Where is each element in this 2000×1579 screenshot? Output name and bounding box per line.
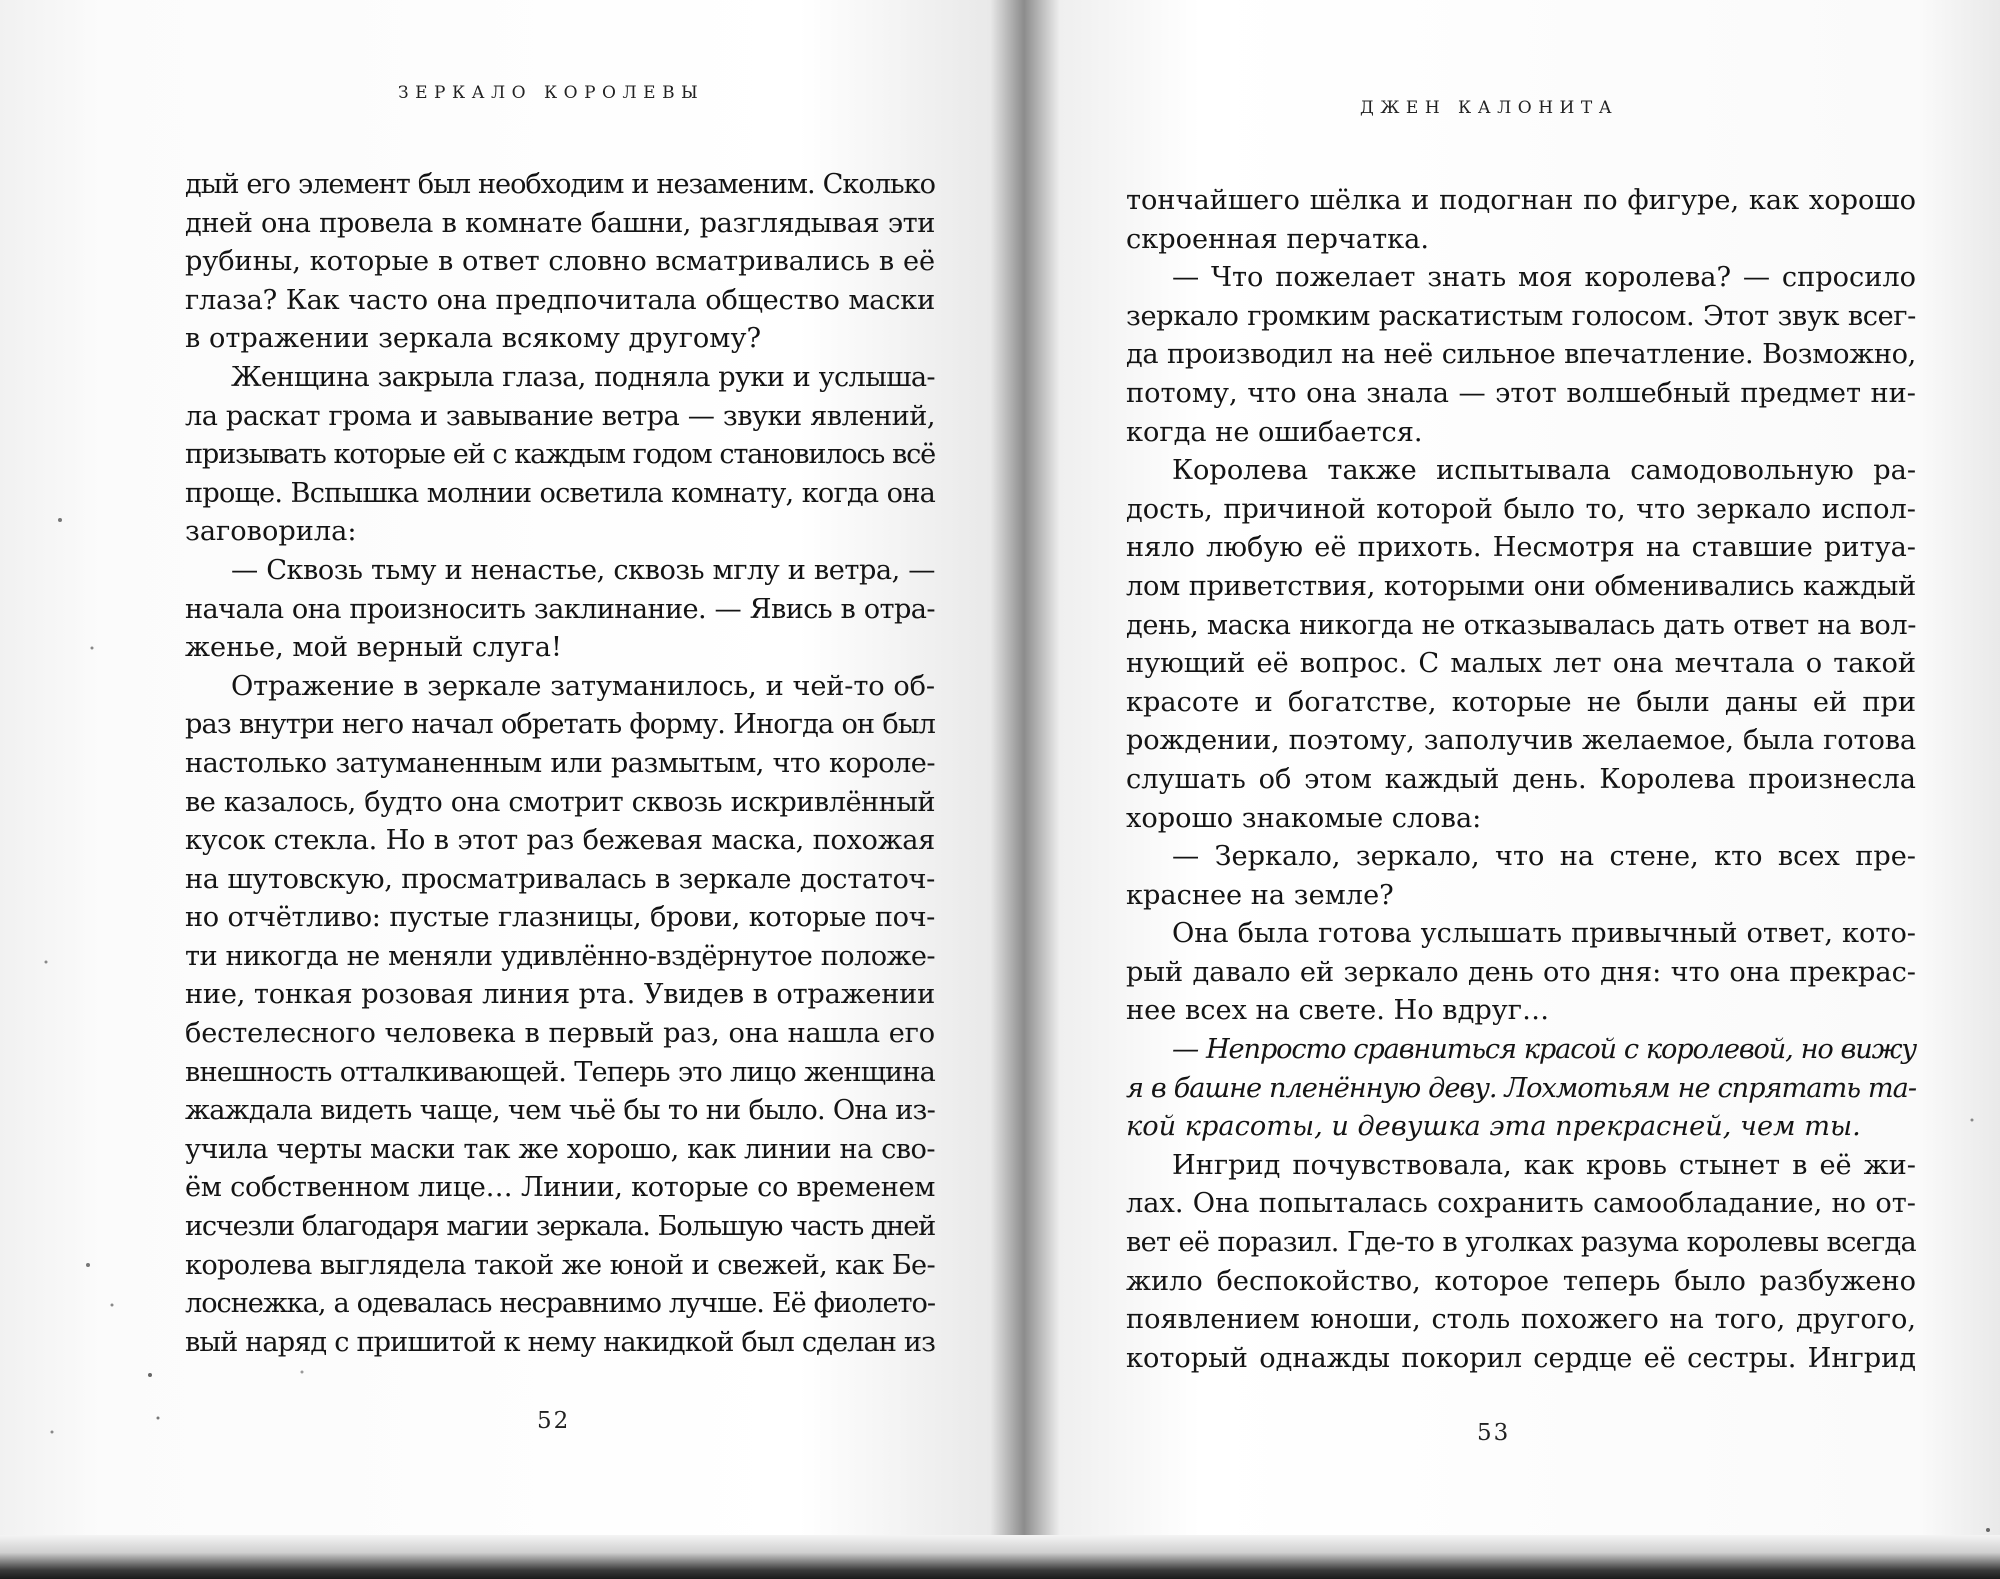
text-line: хорошо знакомые слова: [1126, 802, 1482, 834]
text-line: краснее на земле? [1126, 879, 1394, 911]
text-line: Отражение в зеркале затуманилось, и чей-то об- [231, 670, 935, 702]
text-line: кусок стекла. Но в этот раз бежевая маска, похожая [185, 825, 935, 857]
text-line: лах. Она попыталась сохранить самообладание, но от- [1126, 1188, 1916, 1220]
text-line: проще. Вспышка молнии осветила комнату, когда она [185, 477, 935, 509]
text-line: няло любую её прихоть. Несмотря на ставшие ритуа- [1126, 532, 1916, 564]
text-line: на шутовскую, просматривалась в зеркале достаточ- [185, 863, 935, 895]
text-line: — Что пожелает знать моя королева? — спросило [1172, 262, 1916, 294]
text-line: слушать об этом каждый день. Королева произнесла [1126, 763, 1916, 795]
text-line: нующий её вопрос. С малых лет она мечтала о такой [1126, 648, 1916, 680]
text-line: — Зеркало, зеркало, что на стене, кто всех пре- [1172, 841, 1916, 873]
text-line: ве казалось, будто она смотрит сквозь искривлённый [185, 786, 935, 818]
text-line: красоте и богатстве, которые не были даны ей при [1126, 686, 1916, 718]
text-line: жаждала видеть чаще, чем чьё бы то ни было. Она из- [185, 1095, 935, 1127]
text-line: который однажды покорил сердце её сестры. Ингрид [1126, 1342, 1916, 1374]
text-line: тончайшего шёлка и подогнан по фигуре, как хорошо [1126, 185, 1916, 216]
text-line: внешность отталкивающей. Теперь это лицо женщина [185, 1056, 935, 1088]
text-line: призывать которые ей с каждым годом становилось всё [185, 439, 935, 471]
text-line-italic: кой красоты, и девушка эта прекрасней, чем ты. [1126, 1111, 1861, 1143]
text-line: зеркало громким раскатистым голосом. Этот звук всег- [1126, 300, 1916, 332]
text-line: заговорила: [185, 516, 357, 548]
text-line: дость, причиной которой было то, что зеркало испол- [1126, 493, 1916, 525]
text-line: настолько затуманенным или размытым, что короле- [185, 747, 935, 779]
text-line: дый его элемент был необходим и незаменим. Сколько [185, 169, 935, 200]
text-line: раз внутри него начал обретать форму. Иногда он был [185, 709, 935, 741]
page-number-left: 52 [537, 1408, 571, 1434]
text-line: королева выглядела такой же юной и свежей, как Бе- [185, 1249, 935, 1281]
text-line: рый давало ей зеркало день ото дня: что она прекрас- [1126, 956, 1916, 988]
text-line: лом приветствия, которыми они обменивались каждый [1126, 570, 1916, 602]
text-line: глаза? Как часто она предпочитала общество маски [185, 284, 935, 316]
running-head-right: ДЖЕН КАЛОНИТА [1360, 98, 1619, 118]
text-line: бестелесного человека в первый раз, она нашла его [185, 1018, 935, 1050]
page-number-right: 53 [1477, 1420, 1511, 1446]
text-line: рождении, поэтому, заполучив желаемое, была готова [1126, 725, 1916, 757]
text-line-italic: я в башне пленённую деву. Лохмотьям не спрятать та- [1126, 1072, 1916, 1104]
text-line: скроенная перчатка. [1126, 223, 1430, 255]
right-page-body [1126, 182, 1916, 1378]
text-line: начала она произносить заклинание. — Явись в отра- [185, 593, 935, 625]
text-line: когда не ошибается. [1126, 416, 1423, 448]
text-line: Она была готова услышать привычный ответ, кото- [1172, 918, 1916, 950]
text-line: рубины, которые в ответ словно всматривались в её [185, 246, 935, 278]
text-line: женье, мой верный слуга! [185, 632, 562, 664]
scan-bottom-edge [0, 1535, 2000, 1579]
text-line-italic: — Непросто сравниться красой с королевой, но вижу [1172, 1034, 1916, 1066]
text-line: ём собственном лице… Линии, которые со временем [185, 1172, 935, 1204]
left-page [0, 0, 1020, 1540]
text-line: дней она провела в комнате башни, разглядывая эти [185, 207, 935, 239]
text-line: потому, что она знала — этот волшебный предмет ни- [1126, 377, 1916, 409]
text-line: учила черты маски так же хорошо, как линии на сво- [185, 1133, 935, 1165]
text-line: нее всех на свете. Но вдруг… [1126, 995, 1550, 1027]
text-line: — Сквозь тьму и ненастье, сквозь мглу и ветра, — [231, 554, 935, 586]
text-line: ти никогда не меняли удивлённо-вздёрнутое положе- [185, 940, 935, 972]
text-line: вый наряд с пришитой к нему накидкой был сделан из [185, 1326, 935, 1358]
text-line: ла раскат грома и завывание ветра — звуки явлений, [185, 400, 935, 432]
text-line: да производил на неё сильное впечатление. Возможно, [1126, 339, 1916, 371]
text-line: появлением юноши, столь похожего на того, другого, [1126, 1304, 1916, 1336]
left-page-body [185, 166, 935, 1362]
text-line: вет её поразил. Где-то в уголках разума королевы всегда [1126, 1227, 1916, 1259]
right-page [1030, 0, 2000, 1540]
text-line: в отражении зеркала всякому другому? [185, 323, 762, 355]
text-line: исчезли благодаря магии зеркала. Большую часть дней [185, 1211, 935, 1243]
text-line: ние, тонкая розовая линия рта. Увидев в отражении [185, 979, 935, 1011]
text-line: но отчётливо: пустые глазницы, брови, которые поч- [185, 902, 935, 934]
running-head-left: ЗЕРКАЛО КОРОЛЕВЫ [398, 83, 705, 103]
text-line: лоснежка, а одевалась несравнимо лучше. Её фиолето- [185, 1288, 935, 1320]
text-line: Ингрид почувствовала, как кровь стынет в её жи- [1172, 1149, 1916, 1181]
text-line: день, маска никогда не отказывалась дать ответ на вол- [1126, 609, 1916, 641]
text-line: Женщина закрыла глаза, подняла руки и услыша- [231, 361, 935, 393]
text-line: жило беспокойство, которое теперь было разбужено [1126, 1265, 1916, 1297]
text-line: Королева также испытывала самодовольную ра- [1172, 455, 1916, 487]
